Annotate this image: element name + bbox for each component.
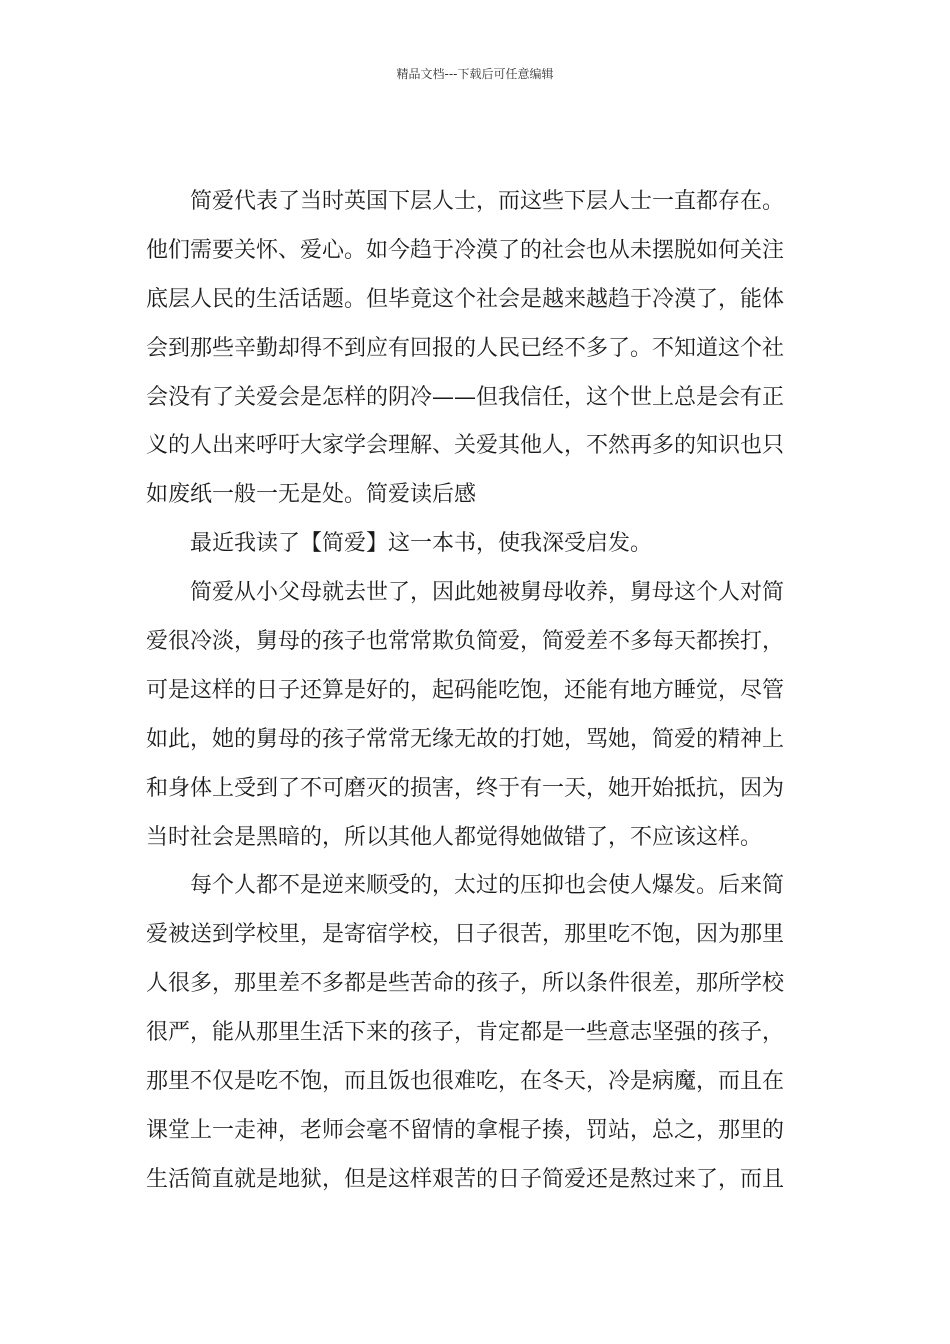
text-line: 简爱代表了当时英国下层人士，而这些下层人士一直都存在。: [190, 189, 785, 214]
text-line: 当时社会是黑暗的，所以其他人都觉得她做错了，不应该这样。: [146, 824, 763, 850]
text-line: 爱被送到学校里，是寄宿学校，日子很苦，那里吃不饱，因为那里: [146, 922, 785, 948]
text-line: 和身体上受到了不可磨灭的损害，终于有一天，她开始抵抗，因为: [146, 775, 785, 801]
text-line: 很严，能从那里生活下来的孩子，肯定都是一些意志坚强的孩子，: [146, 1020, 785, 1046]
text-line: 会没有了关爱会是怎样的阴冷——但我信任，这个世上总是会有正: [146, 384, 785, 410]
text-line: 爱很冷淡，舅母的孩子也常常欺负简爱，简爱差不多每天都挨打，: [146, 629, 785, 655]
text-line: 课堂上一走神，老师会毫不留情的拿棍子揍，罚站，总之，那里的: [146, 1117, 785, 1143]
text-line: 人很多，那里差不多都是些苦命的孩子，所以条件很差，那所学校: [146, 971, 785, 997]
text-line: 生活简直就是地狱，但是这样艰苦的日子简爱还是熬过来了，而且: [146, 1166, 785, 1192]
text-line: 会到那些辛勤却得不到应有回报的人民已经不多了。不知道这个社: [146, 335, 785, 361]
text-line: 他们需要关怀、爱心。如今趋于冷漠了的社会也从未摆脱如何关注: [146, 237, 785, 263]
text-line: 义的人出来呼吁大家学会理解、关爱其他人，不然再多的知识也只: [146, 433, 785, 459]
text-line: 如废纸一般一无是处。简爱读后感: [146, 482, 477, 508]
body-text: [146, 178, 806, 1205]
text-line: 每个人都不是逆来顺受的，太过的压抑也会使人爆发。后来简: [190, 873, 785, 899]
page-header: 精品文档---下载后可任意编辑: [396, 67, 554, 81]
text-line: 可是这样的日子还算是好的，起码能吃饱，还能有地方睡觉，尽管: [146, 677, 785, 703]
text-line: 底层人民的生活话题。但毕竟这个社会是越来越趋于冷漠了，能体: [146, 286, 785, 312]
text-line: 最近我读了【简爱】这一本书，使我深受启发。: [190, 531, 653, 557]
text-line: 如此，她的舅母的孩子常常无缘无故的打她，骂她，简爱的精神上: [146, 726, 785, 752]
text-line: 那里不仅是吃不饱，而且饭也很难吃，在冬天，冷是病魔，而且在: [146, 1069, 785, 1095]
text-line: 简爱从小父母就去世了，因此她被舅母收养，舅母这个人对简: [190, 580, 785, 606]
